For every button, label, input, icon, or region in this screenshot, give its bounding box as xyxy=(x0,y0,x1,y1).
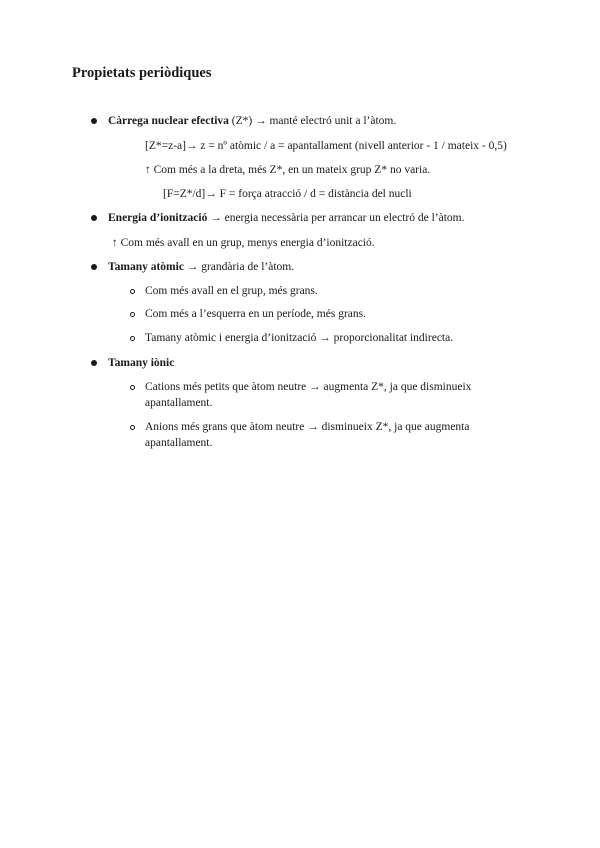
definition-text: (Z*) → manté electró unit a l’àtom. xyxy=(228,115,397,127)
term-carrega-nuclear: Càrrega nuclear efectiva xyxy=(108,115,229,127)
list-item-energia xyxy=(108,211,464,226)
definition-text: → grandària de l’àtom. xyxy=(183,261,295,273)
term-energia-ionitzacio: Energia d’ionització xyxy=(108,212,208,224)
sub-bullet-icon xyxy=(130,385,135,390)
formula-line: [Z*=z-a]→ z = nº atòmic / a = apantallament (nivell anterior - 1 / mateix - 0,5) xyxy=(145,140,507,152)
sub-bullet-icon xyxy=(130,336,135,341)
bullet-icon xyxy=(91,215,97,221)
list-item-tamany-atomic xyxy=(108,260,294,275)
sub-list-item: Com més avall en el grup, més grans. xyxy=(145,285,318,297)
sub-list-item: Com més a l’esquerra en un període, més grans. xyxy=(145,308,366,320)
page-title: Propietats periòdiques xyxy=(72,65,212,81)
term-tamany-ionic: Tamany iònic xyxy=(108,357,175,369)
sub-bullet-icon xyxy=(130,312,135,317)
definition-text: → energia necessària per arrancar un electró de l’àtom. xyxy=(207,212,465,224)
list-item-carrega xyxy=(108,114,396,129)
sub-list-item: Cations més petits que àtom neutre → augmenta Z*, ja que disminueix apantallament. xyxy=(145,381,472,409)
sub-bullet-icon xyxy=(130,425,135,430)
note-line: ↑ Com més a la dreta, més Z*, en un mateix grup Z* no varia. xyxy=(145,164,431,176)
sub-list-item: Anions més grans que àtom neutre → disminueix Z*, ja que augmenta apantallament. xyxy=(145,421,470,449)
bullet-icon xyxy=(91,118,97,124)
formula-line-force: [F=Z*/d]→ F = força atracció / d = distància del nucli xyxy=(163,188,412,200)
bullet-icon xyxy=(91,360,97,366)
sub-list-item: Tamany atòmic i energia d’ionització → proporcionalitat indirecta. xyxy=(145,332,454,344)
bullet-icon xyxy=(91,264,97,270)
sub-bullet-icon xyxy=(130,289,135,294)
note-line: ↑ Com més avall en un grup, menys energia d’ionització. xyxy=(112,237,375,249)
list-item-tamany-ionic xyxy=(108,356,174,371)
term-tamany-atomic: Tamany atòmic xyxy=(108,261,184,273)
